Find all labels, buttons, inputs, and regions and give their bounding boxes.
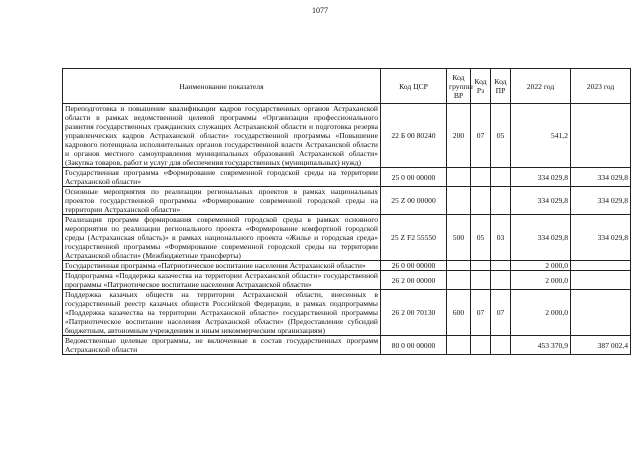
- header-kvr: Код группы ВР: [447, 69, 471, 104]
- row-2022: 334 029,8: [511, 187, 571, 215]
- row-pr: [491, 336, 511, 355]
- row-kcsr: 25 Z 00 00000: [381, 187, 447, 215]
- header-name: Наименование показателя: [63, 69, 381, 104]
- row-name: Основные мероприятия по реализации региональных проектов в рамках национальных проектов государственной программы «Формирование современной городской среды на территории Астраханской области»: [63, 187, 381, 215]
- row-name: Поддержка казачьих обществ на территории Астраханской области, внесенных в государственный реестр казачьих обществ Российской Федерации, в рамках подпрограммы «Поддержка казачества на территории Астраханской области» государственной программы «Патриотическое воспитание населения Астраханской области» (Предоставление субсидий бюджетным, автономным учреждениям и иным некоммерческим организациям): [63, 290, 381, 336]
- row-rz: 07: [471, 104, 491, 168]
- row-kcsr: 25 Z F2 55550: [381, 215, 447, 261]
- row-kcsr: 25 0 00 00000: [381, 168, 447, 187]
- row-kvr: [447, 168, 471, 187]
- row-name: Подпрограмма «Поддержка казачества на территории Астраханской области» государственной программы «Патриотическое воспитание населения Астраханской области»: [63, 271, 381, 290]
- row-2023: 334 029,8: [571, 187, 631, 215]
- row-2022: 2 000,0: [511, 261, 571, 271]
- row-pr: 07: [491, 290, 511, 336]
- budget-table: [62, 68, 631, 355]
- row-name: Государственная программа «Патриотическое воспитание населения Астраханской области»: [63, 261, 381, 271]
- table-header-row: [63, 69, 631, 104]
- row-rz: 05: [471, 215, 491, 261]
- page-number: 1077: [312, 6, 328, 15]
- table-row: [63, 104, 631, 168]
- row-kcsr: 26 0 00 00000: [381, 261, 447, 271]
- row-name: Реализация программ формирования современной городской среды в рамках основного мероприятия по реализации регионального проекта «Формирование комфортной городской среды (Астраханская область)» в рамках национального проекта «Жилье и городская среда» государственной программы «Формирование современной городской среды на территории Астраханской области» (Межбюджетные трансферты): [63, 215, 381, 261]
- row-2023: 334 029,8: [571, 215, 631, 261]
- row-rz: [471, 168, 491, 187]
- row-2023: [571, 104, 631, 168]
- row-2022: 541,2: [511, 104, 571, 168]
- row-kvr: 500: [447, 215, 471, 261]
- row-name: Ведомственные целевые программы, не включенные в состав государственных программ Астраханской области: [63, 336, 381, 355]
- row-kvr: 600: [447, 290, 471, 336]
- row-rz: 07: [471, 290, 491, 336]
- row-kvr: [447, 336, 471, 355]
- row-kcsr: 80 0 00 00000: [381, 336, 447, 355]
- row-2022: 334 029,8: [511, 215, 571, 261]
- row-2022: 2 000,0: [511, 271, 571, 290]
- row-pr: [491, 168, 511, 187]
- header-pr: Код ПР: [491, 69, 511, 104]
- table-row: [63, 261, 631, 271]
- table-row: [63, 290, 631, 336]
- row-2022: 2 000,0: [511, 290, 571, 336]
- header-2022: 2022 год: [511, 69, 571, 104]
- header-2023: 2023 год: [571, 69, 631, 104]
- table-row: [63, 168, 631, 187]
- table-row: [63, 336, 631, 355]
- row-2023: 334 029,8: [571, 168, 631, 187]
- row-kvr: [447, 187, 471, 215]
- header-rz: Код Рз: [471, 69, 491, 104]
- row-pr: [491, 271, 511, 290]
- row-name: Государственная программа «Формирование современной городской среды на территории Астраханской области»: [63, 168, 381, 187]
- row-kvr: [447, 271, 471, 290]
- row-2022: 334 029,8: [511, 168, 571, 187]
- row-rz: [471, 336, 491, 355]
- row-2023: [571, 271, 631, 290]
- header-kcsr: Код ЦСР: [381, 69, 447, 104]
- row-kcsr: 26 2 00 00000: [381, 271, 447, 290]
- row-pr: [491, 187, 511, 215]
- row-pr: 05: [491, 104, 511, 168]
- row-pr: [491, 261, 511, 271]
- table-row: [63, 215, 631, 261]
- row-pr: 03: [491, 215, 511, 261]
- row-2023: 387 002,4: [571, 336, 631, 355]
- table-row: [63, 271, 631, 290]
- row-2023: [571, 261, 631, 271]
- row-2023: [571, 290, 631, 336]
- row-rz: [471, 271, 491, 290]
- row-kvr: [447, 261, 471, 271]
- row-2022: 453 370,9: [511, 336, 571, 355]
- row-rz: [471, 261, 491, 271]
- row-kcsr: 22 Б 00 80240: [381, 104, 447, 168]
- row-rz: [471, 187, 491, 215]
- table-row: [63, 187, 631, 215]
- row-kvr: 200: [447, 104, 471, 168]
- row-kcsr: 26 2 00 70130: [381, 290, 447, 336]
- row-name: Переподготовка и повышение квалификации кадров государственных органов Астраханской области в рамках ведомственной целевой программы «Организация профессионального развития государственных гражданских служащих Астраханской области и подготовка резерва управленческих кадров Астраханской области» государственной программы «Повышение кадрового потенциала исполнительных органов государственной власти Астраханской области и органов местного самоуправления муниципальных образований Астраханской области» (Закупка товаров, работ и услуг для обеспечения государственных (муниципальных) нужд): [63, 104, 381, 168]
